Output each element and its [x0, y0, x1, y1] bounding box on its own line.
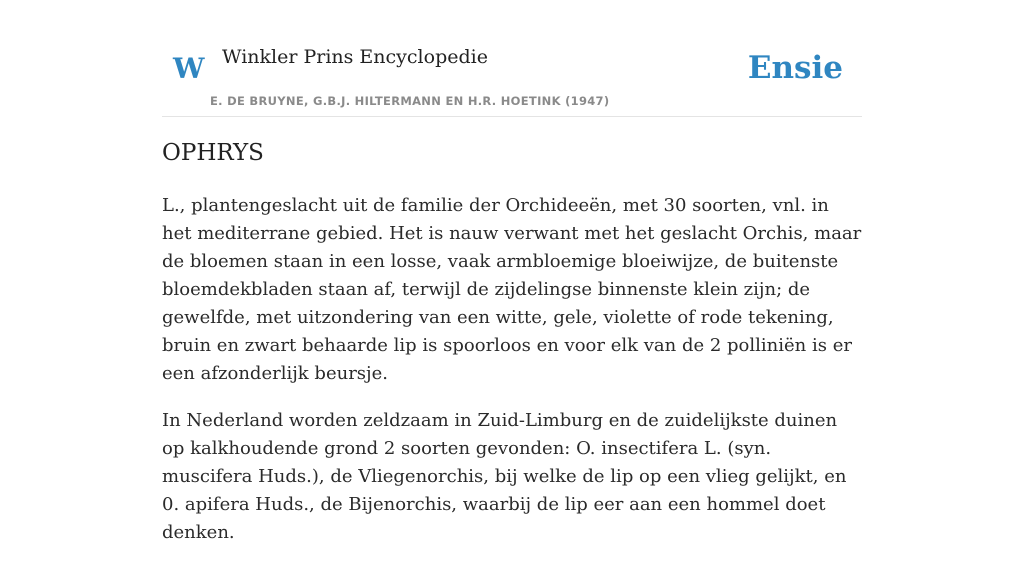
entry-body [162, 192, 862, 566]
book-authors: E. DE BRUYNE, G.B.J. HILTERMANN EN H.R. HOETINK (1947) [210, 94, 610, 108]
book-title-link[interactable]: Winkler Prins Encyclopedie [222, 46, 488, 68]
entry-title: OPHRYS [162, 140, 264, 166]
header [162, 0, 862, 117]
ensie-logo[interactable]: Ensie [747, 50, 843, 86]
entry-paragraph: L., plantengeslacht uit de familie der Orchideeën, met 30 soorten, vnl. in het mediterrane gebied. Het is nauw verwant met het geslacht Orchis, maar de bloemen staan in een losse, vaak armbloemige bloeiwijze, de buitenste bloemdekbladen staan af, terwijl de zijdelingse binnenste klein zijn; de gewelfde, met uitzondering van een witte, gele, violette of rode tekening, bruin en zwart behaarde lip is spoorloos en voor elk van de 2 polliniën is er een afzonderlijk beursje. [162, 195, 862, 384]
book-logo[interactable]: W [173, 52, 205, 85]
entry-paragraph: In Nederland worden zeldzaam in Zuid-Limburg en de zuidelijkste duinen op kalkhoudende grond 2 soorten gevonden: O. insectifera L. (syn. muscifera Huds.), de Vliegenorchis, bij welke de lip op een vlieg gelijkt, en 0. apifera Huds., de Bijenorchis, waarbij de lip eer aan een hommel doet denken. [162, 410, 847, 543]
